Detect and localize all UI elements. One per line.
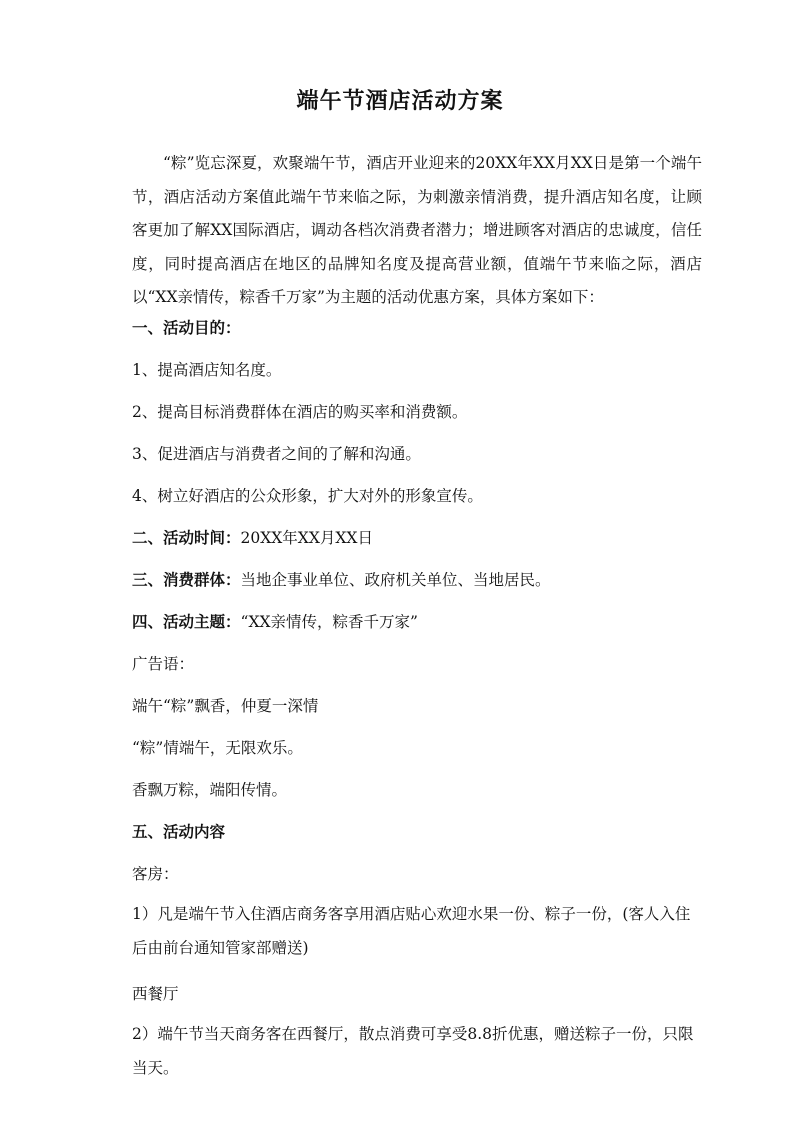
western-label: 西餐厅: [132, 985, 179, 1003]
section-heading-purpose: [132, 316, 241, 338]
intro-paragraph: [132, 147, 702, 315]
page-title: 端午节酒店活动方案: [296, 89, 504, 114]
rooms-item-text: 1）凡是端午节入住酒店商务客享用酒店贴心欢迎水果一份、粽子一份，(客人入住后由前台通知管家部赠送): [132, 905, 691, 957]
section-time: [132, 526, 373, 548]
goal-item: 2、提高目标消费群体在酒店的购买率和消费额。: [132, 403, 468, 421]
section-audience: [132, 568, 551, 590]
slogan-item: “粽”情端午，无限欢乐。: [132, 739, 303, 757]
section5-heading: 五、活动内容: [132, 823, 226, 841]
slogan-item: 香飘万粽，端阳传情。: [132, 781, 288, 799]
section-content: [132, 820, 225, 842]
section4-heading: 四、活动主题：: [132, 613, 241, 631]
rooms-label: 客房：: [132, 865, 179, 883]
goal-item: 4、树立好酒店的公众形象，扩大对外的形象宣传。: [132, 487, 483, 505]
goal-item: 1、提高酒店知名度。: [132, 361, 282, 379]
western-item-paragraph: [132, 1018, 702, 1085]
slogan-item: 端午“粽”飘香，仲夏一深情: [132, 697, 319, 715]
section3-value: 当地企事业单位、政府机关单位、当地居民。: [240, 571, 551, 589]
section3-heading: 三、消费群体：: [132, 571, 241, 589]
slogan-label: 广告语：: [132, 655, 195, 673]
rooms-item-paragraph: [132, 898, 702, 965]
section-theme: [132, 610, 418, 632]
section2-value: 20XX年XX月XX日: [240, 529, 373, 547]
intro-text: “粽”览忘深夏，欢聚端午节，酒店开业迎来的20XX年XX月XX日是第一个端午节，酒店活动方案值此端午节来临之际，为刺激亲情消费，提升酒店知名度，让顾客更加了解XX国际酒店，调动各档次消费者潜力；增进顾客对酒店的忠诚度，信任度，同时提高酒店在地区的品牌知名度及提高营业额，值端午节来临之际，酒店以“XX亲情传，粽香千万家”为主题的活动优惠方案，具体方案如下：: [132, 154, 702, 306]
goal-item: 3、促进酒店与消费者之间的了解和沟通。: [132, 445, 421, 463]
section1-heading: 一、活动目的：: [132, 319, 241, 337]
section2-heading: 二、活动时间：: [132, 529, 241, 547]
section4-value: “XX亲情传，粽香千万家”: [240, 613, 418, 631]
western-item-text: 2）端午节当天商务客在西餐厅，散点消费可享受8.8折优惠，赠送粽子一份，只限当天。: [132, 1025, 694, 1077]
